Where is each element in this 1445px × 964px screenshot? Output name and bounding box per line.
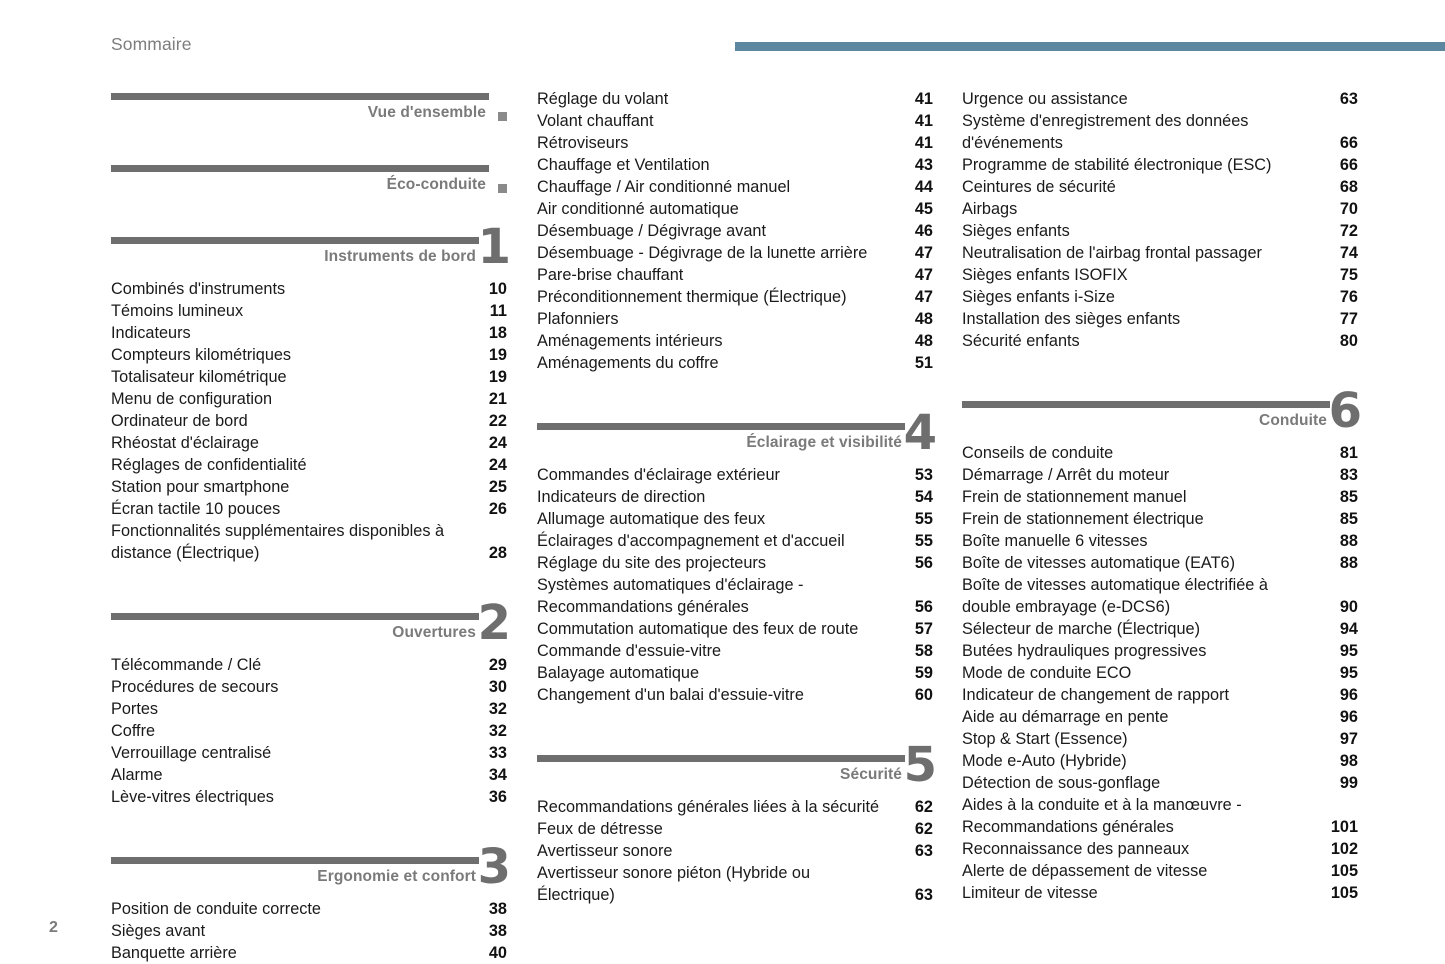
toc-entry[interactable]	[111, 786, 507, 808]
toc-entry-page: 75	[1339, 266, 1358, 284]
toc-entry[interactable]	[537, 796, 933, 818]
toc-column-1	[111, 88, 511, 964]
toc-entry[interactable]	[962, 330, 1358, 352]
toc-entry-title: Préconditionnement thermique (Électrique)	[537, 288, 847, 306]
page-header	[0, 0, 1445, 70]
toc-entry-title: Commutation automatique des feux de route	[537, 620, 859, 638]
toc-entry[interactable]	[537, 486, 933, 508]
section-spacer	[537, 706, 933, 750]
section-spacer	[111, 808, 507, 852]
toc-entry-title: Indicateurs de direction	[537, 488, 706, 506]
header-accent-bar	[735, 42, 1445, 51]
toc-entry[interactable]	[111, 388, 507, 410]
toc-entry[interactable]	[962, 530, 1358, 552]
toc-entry-page: 57	[914, 620, 933, 638]
toc-entry-title: Verrouillage centralisé	[111, 744, 272, 762]
toc-entry-title: Témoins lumineux	[111, 302, 244, 320]
toc-entry[interactable]	[537, 154, 933, 176]
toc-entry-title: Sécurité enfants	[962, 332, 1080, 350]
toc-entry-title: Coffre	[111, 722, 156, 740]
toc-entry-title: Recommandations générales liées à la sécurité	[537, 798, 880, 816]
toc-entry-page: 88	[1339, 554, 1358, 572]
toc-entry-page: 51	[914, 354, 933, 372]
toc-entry[interactable]	[111, 344, 507, 366]
toc-entry[interactable]	[537, 308, 933, 330]
toc-entry[interactable]	[537, 618, 933, 640]
toc-entry-page: 41	[914, 134, 933, 152]
toc-entry-page: 85	[1339, 488, 1358, 506]
section-rule	[111, 613, 479, 620]
toc-entry-title: Plafonniers	[537, 310, 619, 328]
toc-entry-page: 28	[488, 544, 507, 562]
toc-entry-page: 74	[1339, 244, 1358, 262]
toc-entry-page: 53	[914, 466, 933, 484]
toc-entry-page: 56	[914, 598, 933, 616]
toc-entry[interactable]	[537, 220, 933, 242]
toc-entry[interactable]	[537, 552, 933, 574]
toc-entry[interactable]	[111, 432, 507, 454]
toc-entry-title: Banquette arrière	[111, 944, 237, 962]
toc-entry[interactable]	[962, 838, 1358, 860]
toc-entry-title: Sièges enfants ISOFIX	[962, 266, 1128, 284]
toc-entry-title: Rhéostat d'éclairage	[111, 434, 259, 452]
toc-entry-title: Écran tactile 10 pouces	[111, 500, 281, 518]
toc-entry-page: 38	[488, 900, 507, 918]
toc-entry[interactable]	[537, 88, 933, 110]
toc-entry-title: Stop & Start (Essence)	[962, 730, 1128, 748]
toc-entry-page: 90	[1339, 598, 1358, 616]
toc-column-2	[537, 88, 937, 906]
toc-entry[interactable]	[537, 352, 933, 374]
toc-entry[interactable]	[962, 508, 1358, 530]
toc-entry[interactable]	[962, 198, 1358, 220]
toc-entry[interactable]	[537, 684, 933, 706]
toc-entry[interactable]	[537, 330, 933, 352]
page-title: Sommaire	[111, 34, 192, 54]
toc-entry-title: Neutralisation de l'airbag frontal passager	[962, 244, 1262, 262]
section-number: 2	[477, 595, 511, 651]
toc-entry[interactable]	[962, 486, 1358, 508]
toc-entry-title: Boîte manuelle 6 vitesses	[962, 532, 1148, 550]
toc-entry-page: 44	[914, 178, 933, 196]
toc-entry-page: 25	[488, 478, 507, 496]
toc-entry-title: Aménagements intérieurs	[537, 332, 723, 350]
toc-entry[interactable]	[111, 698, 507, 720]
toc-entry-page: 62	[914, 820, 933, 838]
toc-entry-title: Commandes d'éclairage extérieur	[537, 466, 780, 484]
section-header	[537, 405, 937, 464]
section-label: Instruments de bord	[324, 248, 476, 265]
toc-entry-title: Sièges enfants	[962, 222, 1070, 240]
toc-entry-title: Alerte de dépassement de vitesse	[962, 862, 1208, 880]
toc-entry-title: Détection de sous-gonflage	[962, 774, 1161, 792]
toc-entry[interactable]	[962, 464, 1358, 486]
toc-entry-title: Systèmes automatiques d'éclairage - Recommandations générales	[537, 576, 804, 616]
toc-entry[interactable]	[962, 640, 1358, 662]
toc-entry[interactable]	[962, 618, 1358, 640]
toc-entry-page: 46	[914, 222, 933, 240]
toc-entry-page: 72	[1339, 222, 1358, 240]
section-header	[111, 839, 511, 898]
section-rule	[537, 755, 905, 762]
toc-entry-page: 95	[1339, 664, 1358, 682]
toc-entry[interactable]	[537, 818, 933, 840]
toc-entry[interactable]	[537, 464, 933, 486]
toc-entry-title: Rétroviseurs	[537, 134, 629, 152]
section-label: Ergonomie et confort	[317, 868, 476, 885]
toc-entry-page: 59	[914, 664, 933, 682]
toc-entry-page: 10	[488, 280, 507, 298]
toc-entry[interactable]	[537, 574, 933, 618]
toc-entry-page: 63	[914, 842, 933, 860]
toc-entry-title: Totalisateur kilométrique	[111, 368, 287, 386]
toc-entry-title: Alarme	[111, 766, 163, 784]
toc-entry-title: Système d'enregistrement des données d'événements	[962, 112, 1249, 152]
toc-entry-page: 33	[488, 744, 507, 762]
section-header	[537, 737, 937, 796]
toc-entry-title: Désembuage / Dégivrage avant	[537, 222, 766, 240]
toc-entry-title: Procédures de secours	[111, 678, 279, 696]
section-number: 5	[903, 737, 937, 793]
section-header	[111, 88, 507, 134]
toc-entry-page: 11	[489, 302, 507, 320]
section-label: Éclairage et visibilité	[746, 434, 902, 451]
toc-entry-page: 32	[488, 722, 507, 740]
toc-entry[interactable]	[537, 242, 933, 264]
toc-entry-page: 38	[488, 922, 507, 940]
section-label: Sécurité	[840, 766, 902, 783]
section-label: Ouvertures	[392, 624, 476, 641]
toc-entry-title: Conseils de conduite	[962, 444, 1114, 462]
toc-entry-title: Mode de conduite ECO	[962, 664, 1132, 682]
section-spacer	[962, 352, 1358, 396]
section-number: 1	[477, 219, 511, 275]
toc-entry-page: 36	[488, 788, 507, 806]
toc-entry-title: Urgence ou assistance	[962, 90, 1128, 108]
toc-entry-title: Compteurs kilométriques	[111, 346, 292, 364]
toc-entry[interactable]	[962, 772, 1358, 794]
toc-entry-title: Airbags	[962, 200, 1018, 218]
toc-entry[interactable]	[111, 898, 507, 920]
toc-entry[interactable]	[111, 654, 507, 676]
section-rule	[111, 93, 489, 100]
toc-entry-page: 48	[914, 332, 933, 350]
toc-entry[interactable]	[962, 684, 1358, 706]
section-rule	[962, 401, 1330, 408]
toc-entry-title: Désembuage - Dégivrage de la lunette arrière	[537, 244, 868, 262]
toc-entry-page: 101	[1330, 818, 1358, 836]
toc-entry-page: 98	[1339, 752, 1358, 770]
toc-entry-title: Télécommande / Clé	[111, 656, 262, 674]
toc-entry-title: Installation des sièges enfants	[962, 310, 1181, 328]
section-rule	[537, 423, 905, 430]
toc-entry-title: Aménagements du coffre	[537, 354, 719, 372]
toc-entry-title: Sélecteur de marche (Électrique)	[962, 620, 1200, 638]
toc-entry-page: 34	[488, 766, 507, 784]
toc-entry-page: 47	[914, 266, 933, 284]
toc-entry-page: 29	[488, 656, 507, 674]
toc-entry-title: Lève-vitres électriques	[111, 788, 274, 806]
toc-entry[interactable]	[111, 366, 507, 388]
section-header	[111, 595, 511, 654]
toc-entry[interactable]	[111, 676, 507, 698]
toc-entry-page: 85	[1339, 510, 1358, 528]
toc-entry-page: 63	[914, 886, 933, 904]
toc-entry-page: 80	[1339, 332, 1358, 350]
toc-entry-page: 45	[914, 200, 933, 218]
toc-entry-page: 81	[1339, 444, 1358, 462]
toc-entry[interactable]	[537, 286, 933, 308]
section-label: Éco-conduite	[386, 176, 486, 193]
toc-entry[interactable]	[962, 552, 1358, 574]
toc-entry-title: Combinés d'instruments	[111, 280, 286, 298]
toc-entry[interactable]	[962, 860, 1358, 882]
toc-entry-page: 68	[1339, 178, 1358, 196]
toc-entry-page: 48	[914, 310, 933, 328]
toc-entry-title: Position de conduite correcte	[111, 900, 321, 918]
toc-entry-page: 105	[1330, 862, 1358, 880]
toc-entry[interactable]	[111, 498, 507, 520]
toc-entry-page: 58	[914, 642, 933, 660]
toc-entry[interactable]	[537, 662, 933, 684]
section-number: 3	[477, 839, 511, 895]
section-spacer	[111, 206, 507, 232]
toc-entry-title: Pare-brise chauffant	[537, 266, 684, 284]
toc-entry-page: 56	[914, 554, 933, 572]
toc-entry-title: Boîte de vitesses automatique électrifiée à double embrayage (e-DCS6)	[962, 576, 1268, 616]
toc-entry[interactable]	[962, 882, 1358, 904]
toc-entry-page: 60	[914, 686, 933, 704]
section-number: 6	[1328, 383, 1362, 439]
toc-entry[interactable]	[537, 264, 933, 286]
toc-entry[interactable]	[111, 300, 507, 322]
toc-entry-page: 30	[488, 678, 507, 696]
toc-entry-page: 24	[488, 434, 507, 452]
toc-entry-page: 47	[914, 288, 933, 306]
toc-entry-title: Ceintures de sécurité	[962, 178, 1116, 196]
section-spacer	[111, 564, 507, 608]
toc-entry[interactable]	[537, 198, 933, 220]
toc-entry[interactable]	[962, 220, 1358, 242]
toc-entry[interactable]	[962, 308, 1358, 330]
section-header	[111, 160, 507, 206]
toc-entry-title: Menu de configuration	[111, 390, 273, 408]
section-rule	[111, 165, 489, 172]
toc-column-3	[962, 88, 1362, 904]
toc-entry-title: Boîte de vitesses automatique (EAT6)	[962, 554, 1235, 572]
toc-entry[interactable]	[111, 322, 507, 344]
toc-entry-page: 62	[914, 798, 933, 816]
toc-entry-title: Fonctionnalités supplémentaires disponibles à distance (Électrique)	[111, 522, 445, 562]
toc-entry[interactable]	[537, 132, 933, 154]
toc-entry-title: Ordinateur de bord	[111, 412, 248, 430]
toc-entry-title: Sièges avant	[111, 922, 206, 940]
toc-entry-page: 97	[1339, 730, 1358, 748]
toc-entry[interactable]	[111, 942, 507, 964]
section-header	[111, 219, 511, 278]
toc-entry-title: Commande d'essuie-vitre	[537, 642, 722, 660]
section-spacer	[111, 134, 507, 160]
toc-entry-title: Éclairages d'accompagnement et d'accueil	[537, 532, 845, 550]
toc-entry[interactable]	[111, 520, 507, 564]
toc-entry[interactable]	[111, 278, 507, 300]
toc-entry[interactable]	[962, 442, 1358, 464]
section-rule	[111, 237, 479, 244]
toc-entry[interactable]	[962, 264, 1358, 286]
toc-entry-title: Allumage automatique des feux	[537, 510, 766, 528]
toc-entry-page: 40	[488, 944, 507, 962]
section-label: Conduite	[1259, 412, 1327, 429]
section-square-marker-icon	[498, 184, 507, 193]
toc-entry[interactable]	[537, 508, 933, 530]
toc-entry-title: Réglage du volant	[537, 90, 669, 108]
toc-entry[interactable]	[962, 794, 1358, 838]
toc-entry-title: Démarrage / Arrêt du moteur	[962, 466, 1170, 484]
toc-entry-title: Station pour smartphone	[111, 478, 290, 496]
toc-entry-title: Aide au démarrage en pente	[962, 708, 1169, 726]
toc-entry-page: 63	[1339, 90, 1358, 108]
toc-entry[interactable]	[962, 750, 1358, 772]
toc-entry-title: Portes	[111, 700, 159, 718]
toc-entry-page: 55	[914, 532, 933, 550]
toc-entry-title: Reconnaissance des panneaux	[962, 840, 1190, 858]
toc-entry-page: 22	[488, 412, 507, 430]
toc-entry[interactable]	[962, 110, 1358, 154]
toc-entry-page: 95	[1339, 642, 1358, 660]
toc-entry-page: 54	[914, 488, 933, 506]
toc-entry[interactable]	[962, 88, 1358, 110]
toc-entry[interactable]	[962, 286, 1358, 308]
toc-entry-page: 105	[1330, 884, 1358, 902]
toc-entry-page: 66	[1339, 134, 1358, 152]
toc-entry[interactable]	[537, 110, 933, 132]
toc-entry-page: 18	[488, 324, 507, 342]
toc-entry[interactable]	[962, 728, 1358, 750]
toc-entry[interactable]	[111, 454, 507, 476]
toc-entry-page: 21	[488, 390, 507, 408]
toc-entry-page: 19	[488, 368, 507, 386]
toc-entry-title: Indicateur de changement de rapport	[962, 686, 1230, 704]
toc-entry-page: 77	[1339, 310, 1358, 328]
toc-entry-title: Changement d'un balai d'essuie-vitre	[537, 686, 804, 704]
toc-entry-title: Balayage automatique	[537, 664, 700, 682]
toc-entry-title: Réglages de confidentialité	[111, 456, 307, 474]
toc-entry[interactable]	[111, 476, 507, 498]
toc-entry-page: 43	[914, 156, 933, 174]
toc-entry-title: Frein de stationnement électrique	[962, 510, 1204, 528]
toc-entry[interactable]	[962, 662, 1358, 684]
toc-entry[interactable]	[111, 410, 507, 432]
section-number: 4	[903, 405, 937, 461]
section-spacer	[537, 374, 933, 418]
toc-entry-title: Air conditionné automatique	[537, 200, 739, 218]
toc-entry-title: Sièges enfants i-Size	[962, 288, 1115, 306]
toc-entry-page: 41	[914, 112, 933, 130]
toc-entry-title: Volant chauffant	[537, 112, 654, 130]
section-square-marker-icon	[498, 112, 507, 121]
toc-entry-title: Butées hydrauliques progressives	[962, 642, 1207, 660]
toc-entry[interactable]	[962, 176, 1358, 198]
toc-entry-page: 102	[1330, 840, 1358, 858]
toc-entry[interactable]	[111, 764, 507, 786]
section-label: Vue d'ensemble	[367, 104, 486, 121]
toc-entry-title: Avertisseur sonore	[537, 842, 673, 860]
toc-entry-title: Frein de stationnement manuel	[962, 488, 1187, 506]
toc-entry[interactable]	[537, 530, 933, 552]
toc-entry-page: 24	[488, 456, 507, 474]
toc-entry[interactable]	[962, 706, 1358, 728]
toc-entry[interactable]	[537, 176, 933, 198]
toc-entry-title: Avertisseur sonore piéton (Hybride ou Électrique)	[537, 864, 811, 904]
toc-entry-page: 41	[914, 90, 933, 108]
section-header	[962, 383, 1362, 442]
toc-entry-page: 96	[1339, 708, 1358, 726]
toc-entry-page: 76	[1339, 288, 1358, 306]
toc-entry-page: 26	[488, 500, 507, 518]
toc-entry-page: 47	[914, 244, 933, 262]
toc-entry[interactable]	[537, 640, 933, 662]
toc-entry[interactable]	[111, 742, 507, 764]
toc-entry[interactable]	[111, 920, 507, 942]
toc-entry-page: 99	[1339, 774, 1358, 792]
toc-entry-page: 19	[488, 346, 507, 364]
toc-entry-page: 94	[1339, 620, 1358, 638]
section-rule	[111, 857, 479, 864]
toc-entry-page: 83	[1339, 466, 1358, 484]
toc-entry-title: Programme de stabilité électronique (ESC)	[962, 156, 1272, 174]
toc-entry-title: Chauffage / Air conditionné manuel	[537, 178, 791, 196]
toc-entry-page: 55	[914, 510, 933, 528]
toc-entry-page: 32	[488, 700, 507, 718]
toc-entry-title: Réglage du site des projecteurs	[537, 554, 766, 572]
toc-entry[interactable]	[537, 840, 933, 862]
toc-entry-title: Chauffage et Ventilation	[537, 156, 710, 174]
toc-entry-title: Aides à la conduite et à la manœuvre - Recommandations générales	[962, 796, 1242, 836]
toc-entry-title: Limiteur de vitesse	[962, 884, 1098, 902]
page-number: 2	[49, 919, 58, 936]
toc-entry[interactable]	[537, 862, 933, 906]
toc-entry-page: 88	[1339, 532, 1358, 550]
toc-entry-title: Feux de détresse	[537, 820, 663, 838]
toc-entry[interactable]	[962, 154, 1358, 176]
toc-entry-page: 96	[1339, 686, 1358, 704]
toc-entry-title: Indicateurs	[111, 324, 191, 342]
toc-entry-title: Mode e-Auto (Hybride)	[962, 752, 1127, 770]
toc-entry-page: 66	[1339, 156, 1358, 174]
toc-entry[interactable]	[111, 720, 507, 742]
toc-entry-page: 70	[1339, 200, 1358, 218]
toc-entry[interactable]	[962, 242, 1358, 264]
toc-entry[interactable]	[962, 574, 1358, 618]
